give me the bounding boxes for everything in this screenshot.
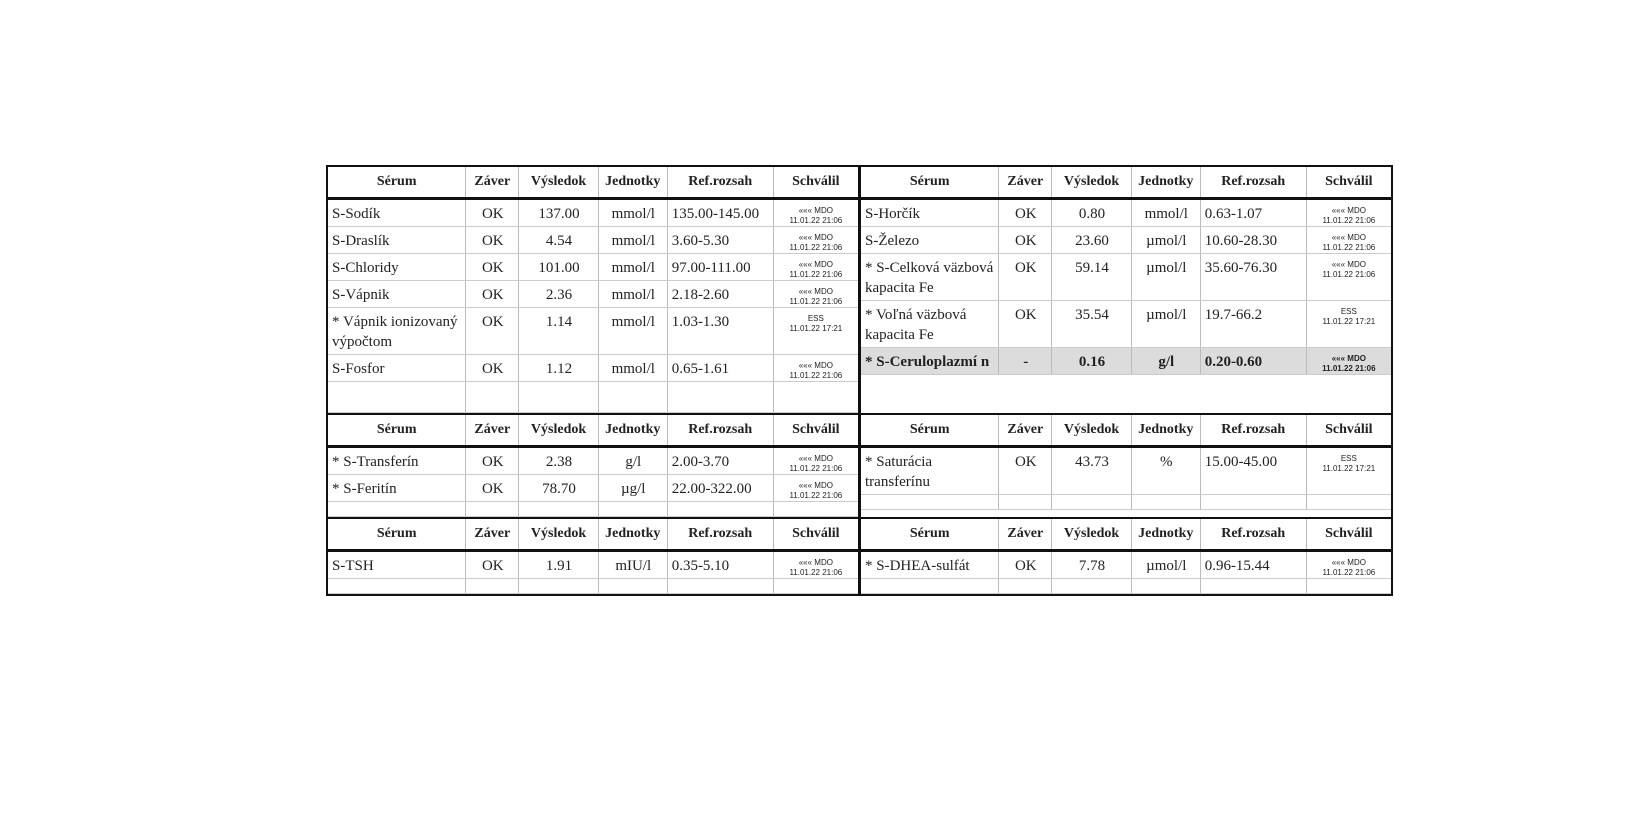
cell-vysledok: 43.73 [1052, 447, 1132, 495]
results-table-left [328, 167, 858, 413]
empty-cell [466, 382, 519, 413]
results-table-right [861, 519, 1391, 594]
cell-schvalil [1306, 551, 1391, 579]
column-header: Schválil [773, 415, 858, 447]
cell-vysledok: 1.91 [519, 551, 599, 579]
column-header: Výsledok [1052, 415, 1132, 447]
approval-date: 11.01.22 21:06 [1322, 364, 1376, 373]
cell-ref: 0.65-1.61 [667, 355, 773, 382]
empty-cell [861, 579, 999, 594]
cell-vysledok: 1.14 [519, 308, 599, 355]
cell-vysledok: 137.00 [519, 199, 599, 227]
column-header: Záver [999, 167, 1052, 199]
cell-zaver: OK [466, 199, 519, 227]
result-row [328, 254, 858, 281]
column-header: Schválil [1306, 519, 1391, 551]
approval-date: 11.01.22 21:06 [789, 371, 843, 380]
cell-vysledok: 4.54 [519, 227, 599, 254]
cell-ref: 0.35-5.10 [667, 551, 773, 579]
cell-ref: 0.96-15.44 [1200, 551, 1306, 579]
empty-cell [1052, 579, 1132, 594]
approver: ESS [1340, 454, 1357, 463]
cell-ref: 19.7-66.2 [1200, 301, 1306, 348]
approval-date: 11.01.22 21:06 [1322, 568, 1376, 577]
cell-zaver: OK [466, 475, 519, 502]
approval-date: 11.01.22 17:21 [789, 324, 843, 333]
cell-name: * Vápnik ionizovaný výpočtom [328, 308, 466, 355]
cell-name: * S-Transferín [328, 447, 466, 475]
cell-ref: 0.63-1.07 [1200, 199, 1306, 227]
column-header: Výsledok [1052, 519, 1132, 551]
cell-name: S-Železo [861, 227, 999, 254]
cell-jednotky: g/l [598, 447, 667, 475]
approval-date: 11.01.22 21:06 [789, 216, 843, 225]
column-header: Ref.rozsah [667, 519, 773, 551]
cell-jednotky: µmol/l [1131, 551, 1200, 579]
cell-zaver: OK [999, 199, 1052, 227]
column-header: Ref.rozsah [1200, 415, 1306, 447]
cell-schvalil [773, 551, 858, 579]
cell-zaver: OK [466, 308, 519, 355]
cell-name: S-Draslík [328, 227, 466, 254]
column-header: Ref.rozsah [1200, 167, 1306, 199]
cell-vysledok: 1.12 [519, 355, 599, 382]
cell-zaver: OK [466, 254, 519, 281]
approver: ESS [807, 314, 824, 323]
cell-ref: 3.60-5.30 [667, 227, 773, 254]
approver: ««« MDO [798, 206, 833, 215]
cell-name: * S-Celková väzbová kapacita Fe [861, 254, 999, 301]
cell-zaver: OK [466, 355, 519, 382]
left-column [328, 519, 861, 594]
approver: ««« MDO [1331, 233, 1366, 242]
cell-jednotky: µg/l [598, 475, 667, 502]
cell-vysledok: 7.78 [1052, 551, 1132, 579]
cell-schvalil [773, 227, 858, 254]
cell-vysledok: 78.70 [519, 475, 599, 502]
header-row [861, 415, 1391, 447]
empty-row [861, 495, 1391, 510]
cell-schvalil [1306, 447, 1391, 495]
header-row [861, 167, 1391, 199]
column-header: Jednotky [1131, 415, 1200, 447]
cell-ref: 15.00-45.00 [1200, 447, 1306, 495]
column-header: Záver [466, 519, 519, 551]
empty-cell [1306, 579, 1391, 594]
cell-schvalil [773, 308, 858, 355]
cell-name: S-TSH [328, 551, 466, 579]
column-header: Záver [999, 519, 1052, 551]
cell-vysledok: 59.14 [1052, 254, 1132, 301]
cell-ref: 97.00-111.00 [667, 254, 773, 281]
column-header: Sérum [328, 519, 466, 551]
cell-jednotky: mmol/l [1131, 199, 1200, 227]
left-column [328, 167, 861, 413]
cell-jednotky: mmol/l [598, 227, 667, 254]
empty-cell [773, 579, 858, 594]
results-table-right [861, 167, 1391, 375]
empty-cell [598, 502, 667, 517]
right-column [861, 167, 1391, 413]
cell-vysledok: 35.54 [1052, 301, 1132, 348]
column-header: Jednotky [598, 167, 667, 199]
cell-ref: 2.00-3.70 [667, 447, 773, 475]
empty-cell [861, 495, 999, 510]
cell-ref: 2.18-2.60 [667, 281, 773, 308]
approver: ««« MDO [798, 287, 833, 296]
approval-date: 11.01.22 21:06 [789, 491, 843, 500]
empty-cell [667, 502, 773, 517]
cell-schvalil [773, 355, 858, 382]
empty-cell [1131, 579, 1200, 594]
cell-zaver: OK [466, 447, 519, 475]
empty-cell [328, 502, 466, 517]
empty-cell [1052, 495, 1132, 510]
cell-vysledok: 0.16 [1052, 348, 1132, 375]
cell-jednotky: mmol/l [598, 308, 667, 355]
result-block [328, 517, 1391, 594]
cell-jednotky: mmol/l [598, 199, 667, 227]
cell-ref: 10.60-28.30 [1200, 227, 1306, 254]
cell-name: * Voľná väzbová kapacita Fe [861, 301, 999, 348]
empty-cell [466, 579, 519, 594]
results-table-left [328, 519, 858, 594]
empty-cell [519, 382, 599, 413]
header-row [328, 167, 858, 199]
column-header: Ref.rozsah [667, 415, 773, 447]
approval-date: 11.01.22 21:06 [789, 270, 843, 279]
result-row [328, 475, 858, 502]
empty-row [328, 382, 858, 413]
result-row [861, 447, 1391, 495]
empty-cell [999, 495, 1052, 510]
result-row [328, 199, 858, 227]
header-row [861, 519, 1391, 551]
empty-cell [667, 579, 773, 594]
result-row [328, 447, 858, 475]
empty-cell [999, 579, 1052, 594]
column-header: Schválil [773, 167, 858, 199]
empty-cell [598, 382, 667, 413]
approver: ««« MDO [798, 260, 833, 269]
column-header: Ref.rozsah [1200, 519, 1306, 551]
cell-name: S-Fosfor [328, 355, 466, 382]
cell-jednotky: mmol/l [598, 254, 667, 281]
right-column [861, 519, 1391, 594]
cell-zaver: OK [466, 551, 519, 579]
approval-date: 11.01.22 21:06 [789, 297, 843, 306]
result-block [328, 413, 1391, 517]
approver: ESS [1340, 307, 1357, 316]
column-header: Schválil [1306, 167, 1391, 199]
cell-zaver: OK [999, 227, 1052, 254]
result-row [328, 355, 858, 382]
header-row [328, 519, 858, 551]
result-row [328, 227, 858, 254]
empty-cell [1200, 579, 1306, 594]
column-header: Sérum [861, 167, 999, 199]
cell-schvalil [773, 281, 858, 308]
empty-cell [328, 382, 466, 413]
cell-schvalil [1306, 301, 1391, 348]
column-header: Jednotky [598, 519, 667, 551]
cell-ref: 1.03-1.30 [667, 308, 773, 355]
empty-cell [598, 579, 667, 594]
empty-cell [1131, 495, 1200, 510]
header-row [328, 415, 858, 447]
cell-vysledok: 0.80 [1052, 199, 1132, 227]
approver: ««« MDO [798, 558, 833, 567]
cell-vysledok: 2.38 [519, 447, 599, 475]
approver: ««« MDO [1331, 206, 1366, 215]
approver: ««« MDO [798, 233, 833, 242]
cell-ref: 135.00-145.00 [667, 199, 773, 227]
cell-zaver: OK [999, 254, 1052, 301]
cell-name: * Saturácia transferínu [861, 447, 999, 495]
cell-ref: 35.60-76.30 [1200, 254, 1306, 301]
cell-zaver: OK [466, 227, 519, 254]
cell-name: S-Horčík [861, 199, 999, 227]
cell-schvalil [773, 254, 858, 281]
result-row [861, 199, 1391, 227]
empty-cell [1200, 495, 1306, 510]
approver: ««« MDO [798, 361, 833, 370]
cell-zaver: OK [999, 301, 1052, 348]
column-header: Jednotky [1131, 167, 1200, 199]
result-block [328, 167, 1391, 413]
column-header: Jednotky [598, 415, 667, 447]
cell-name: * S-Ceruloplazmí n [861, 348, 999, 375]
result-row [861, 301, 1391, 348]
column-header: Výsledok [519, 519, 599, 551]
column-header: Záver [466, 167, 519, 199]
approval-date: 11.01.22 17:21 [1322, 464, 1376, 473]
cell-schvalil [1306, 254, 1391, 301]
cell-zaver: - [999, 348, 1052, 375]
empty-cell [1306, 495, 1391, 510]
empty-cell [667, 382, 773, 413]
cell-jednotky: g/l [1131, 348, 1200, 375]
cell-name: * S-Feritín [328, 475, 466, 502]
column-header: Výsledok [519, 415, 599, 447]
cell-vysledok: 101.00 [519, 254, 599, 281]
cell-schvalil [773, 475, 858, 502]
result-row [328, 551, 858, 579]
cell-name: S-Chloridy [328, 254, 466, 281]
empty-cell [773, 502, 858, 517]
cell-name: S-Sodík [328, 199, 466, 227]
cell-schvalil [1306, 348, 1391, 375]
empty-cell [519, 502, 599, 517]
column-header: Výsledok [1052, 167, 1132, 199]
result-row [861, 254, 1391, 301]
approver: ««« MDO [798, 481, 833, 490]
cell-jednotky: mmol/l [598, 281, 667, 308]
column-header: Schválil [1306, 415, 1391, 447]
column-header: Záver [999, 415, 1052, 447]
left-column [328, 415, 861, 517]
approval-date: 11.01.22 17:21 [1322, 317, 1376, 326]
column-header: Sérum [861, 519, 999, 551]
cell-jednotky: µmol/l [1131, 301, 1200, 348]
result-row [328, 308, 858, 355]
cell-zaver: OK [999, 447, 1052, 495]
cell-zaver: OK [466, 281, 519, 308]
cell-schvalil [1306, 227, 1391, 254]
cell-jednotky: µmol/l [1131, 254, 1200, 301]
cell-jednotky: mmol/l [598, 355, 667, 382]
approval-date: 11.01.22 21:06 [789, 243, 843, 252]
cell-jednotky: % [1131, 447, 1200, 495]
empty-cell [519, 579, 599, 594]
empty-row [328, 502, 858, 517]
empty-row [861, 579, 1391, 594]
approval-date: 11.01.22 21:06 [1322, 270, 1376, 279]
cell-name: S-Vápnik [328, 281, 466, 308]
cell-ref: 0.20-0.60 [1200, 348, 1306, 375]
result-row [861, 551, 1391, 579]
approver: ««« MDO [798, 454, 833, 463]
approval-date: 11.01.22 21:06 [1322, 216, 1376, 225]
empty-cell [466, 502, 519, 517]
cell-vysledok: 2.36 [519, 281, 599, 308]
result-row [328, 281, 858, 308]
cell-ref: 22.00-322.00 [667, 475, 773, 502]
cell-vysledok: 23.60 [1052, 227, 1132, 254]
column-header: Jednotky [1131, 519, 1200, 551]
approver: ««« MDO [1331, 558, 1366, 567]
column-header: Sérum [861, 415, 999, 447]
column-header: Ref.rozsah [667, 167, 773, 199]
column-header: Sérum [328, 415, 466, 447]
empty-cell [773, 382, 858, 413]
column-header: Sérum [328, 167, 466, 199]
cell-schvalil [1306, 199, 1391, 227]
cell-schvalil [773, 199, 858, 227]
results-table-left [328, 415, 858, 517]
approval-date: 11.01.22 21:06 [1322, 243, 1376, 252]
approval-date: 11.01.22 21:06 [789, 568, 843, 577]
approval-date: 11.01.22 21:06 [789, 464, 843, 473]
result-row [861, 348, 1391, 375]
approver: ««« MDO [1331, 260, 1366, 269]
cell-zaver: OK [999, 551, 1052, 579]
empty-cell [328, 579, 466, 594]
cell-jednotky: µmol/l [1131, 227, 1200, 254]
lab-results-report [326, 165, 1393, 596]
cell-schvalil [773, 447, 858, 475]
approver: ««« MDO [1331, 354, 1366, 363]
column-header: Výsledok [519, 167, 599, 199]
results-table-right [861, 415, 1391, 510]
empty-row [328, 579, 858, 594]
right-column [861, 415, 1391, 517]
column-header: Záver [466, 415, 519, 447]
cell-jednotky: mIU/l [598, 551, 667, 579]
cell-name: * S-DHEA-sulfát [861, 551, 999, 579]
result-row [861, 227, 1391, 254]
column-header: Schválil [773, 519, 858, 551]
